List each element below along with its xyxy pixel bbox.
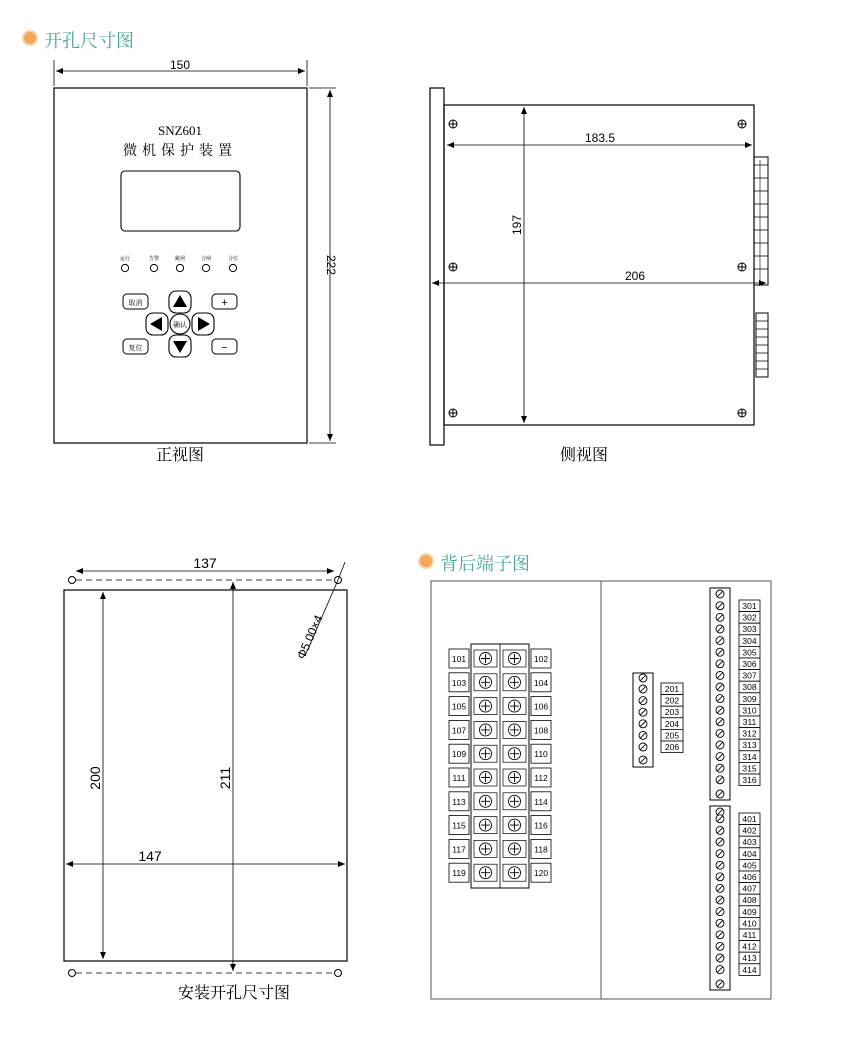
terminal-number: 201 [664, 684, 680, 694]
terminal-number: 313 [742, 740, 757, 751]
terminal-number: 114 [534, 796, 548, 807]
cutout-height-left-dim: 200 [87, 766, 103, 790]
led-trip [176, 264, 183, 271]
terminal-number: 314 [742, 751, 757, 762]
cutout-top-dim: 137 [193, 555, 217, 571]
terminal-block-4 [710, 806, 760, 990]
terminal-number: 115 [452, 820, 466, 831]
terminal-number: 202 [664, 695, 680, 706]
terminal-number: 206 [664, 742, 680, 752]
terminal-number: 112 [534, 773, 548, 783]
confirm-key-label: 确认 [173, 322, 187, 329]
front-height-dim: 222 [324, 254, 338, 276]
terminal-number: 401 [742, 814, 757, 824]
terminal-number: 104 [533, 677, 549, 688]
led-label-run: 运行 [119, 256, 131, 262]
terminal-number: 301 [742, 601, 757, 611]
terminal-number: 312 [742, 728, 757, 739]
terminal-number: 405 [742, 860, 757, 871]
terminal-number: 404 [742, 848, 757, 859]
terminal-number: 315 [742, 763, 757, 774]
terminal-number: 303 [742, 624, 757, 635]
terminal-number: 407 [742, 883, 757, 894]
terminal-number: 105 [451, 701, 467, 712]
terminal-number: 101 [451, 654, 467, 664]
led-closed-pos [229, 264, 236, 271]
terminal-number: 102 [533, 654, 549, 664]
mount-hole-icon [69, 577, 76, 584]
terminal-number: 413 [742, 953, 757, 964]
terminal-number: 308 [742, 682, 757, 693]
terminal-number: 406 [742, 872, 757, 882]
plus-key-label: + [221, 297, 228, 309]
side-view [430, 88, 768, 464]
terminal-number: 305 [742, 647, 757, 658]
led-alarm [150, 264, 157, 271]
led-label-trip: 跳闸 [174, 256, 186, 262]
minus-key-label: − [221, 342, 228, 354]
device-name: 微机保护装置 [123, 142, 237, 158]
terminal-number: 408 [742, 895, 757, 906]
cutout-width-dim: 147 [138, 848, 162, 864]
terminal-number: 203 [664, 707, 680, 718]
front-view-caption: 正视图 [155, 447, 205, 464]
terminal-number: 120 [533, 868, 549, 879]
terminal-number: 414 [742, 964, 757, 975]
section-heading-cutout-text: 开孔尺寸图 [44, 31, 134, 52]
terminal-number: 205 [664, 730, 680, 741]
led-label-alarm: 告警 [148, 256, 160, 262]
terminal-number: 109 [451, 749, 467, 760]
terminal-number: 117 [452, 844, 466, 855]
side-screws [449, 120, 746, 417]
terminal-block-2 [633, 673, 683, 767]
mount-hole-icon [69, 970, 76, 977]
terminal-number: 204 [664, 718, 680, 729]
side-height-dim: 197 [510, 214, 524, 236]
terminal-number: 410 [742, 918, 757, 929]
side-bezel [430, 88, 444, 445]
terminal-number: 307 [742, 670, 757, 681]
terminal-number: 108 [533, 725, 549, 736]
terminal-block-1 [449, 644, 551, 888]
cutout-height-mid-dim: 211 [217, 766, 233, 790]
terminal-number: 302 [742, 612, 757, 623]
terminal-number: 304 [742, 635, 757, 646]
terminal-number: 111 [452, 773, 466, 783]
hole-size-dim: Φ5.00×4 [293, 612, 326, 662]
device-model: SNZ601 [157, 123, 203, 138]
terminal-number: 311 [742, 717, 757, 727]
terminal-number: 310 [742, 705, 757, 716]
terminal-number: 106 [533, 701, 549, 712]
mount-hole-icon [335, 970, 342, 977]
section-heading-terminals-text: 背后端子图 [440, 554, 530, 575]
terminal-number: 110 [534, 749, 548, 760]
led-label-close: 合闸 [200, 256, 212, 262]
terminal-number: 411 [742, 930, 757, 940]
keypad [123, 291, 237, 357]
terminal-block-3 [710, 588, 760, 800]
rear-connector-upper [754, 157, 768, 285]
front-width-dim: 150 [169, 58, 191, 72]
terminal-number: 409 [742, 906, 757, 917]
led-label-closed-pos: 合位 [227, 256, 239, 262]
side-view-caption: 侧视图 [559, 447, 609, 464]
led-close [202, 264, 209, 271]
reset-key-label: 复位 [128, 345, 143, 352]
terminal-number: 306 [742, 659, 757, 669]
terminal-number: 309 [742, 693, 757, 704]
terminal-number: 103 [451, 677, 467, 688]
front-view [54, 58, 338, 464]
lcd-display [121, 171, 240, 231]
cutout-view-caption: 安装开孔尺寸图 [177, 985, 291, 1002]
led-run [121, 264, 128, 271]
terminal-number: 118 [534, 844, 548, 855]
terminal-number: 316 [742, 775, 757, 785]
terminal-number: 402 [742, 825, 757, 836]
side-total-dim: 206 [624, 269, 646, 283]
cancel-key-label: 取消 [128, 300, 143, 307]
terminal-number: 412 [742, 941, 757, 952]
rear-connector-lower [756, 313, 768, 377]
terminal-number: 403 [742, 837, 757, 848]
terminal-number: 113 [452, 796, 466, 807]
status-leds [120, 255, 238, 272]
terminal-number: 119 [452, 868, 466, 879]
side-depth-dim: 183.5 [584, 131, 616, 145]
cutout-view [64, 555, 347, 1002]
side-housing [444, 105, 754, 425]
terminal-diagram [431, 581, 771, 999]
terminal-number: 107 [451, 725, 467, 736]
terminal-number: 116 [534, 820, 548, 831]
